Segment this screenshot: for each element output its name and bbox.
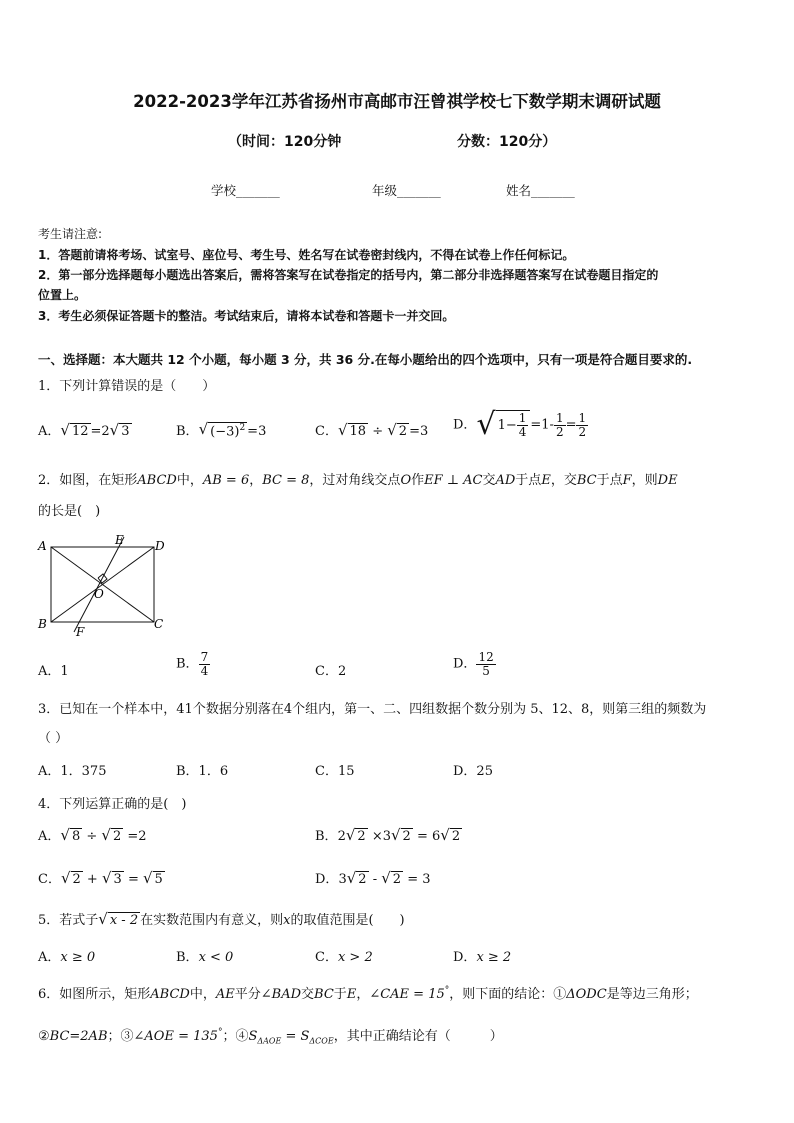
q2-option-a[interactable]: A．1 <box>38 664 69 679</box>
notice-item: 位置上。 <box>38 288 87 302</box>
q1-option-a[interactable]: A． √ 12 =2 √ 3 <box>38 420 130 439</box>
label-a: A <box>38 539 47 553</box>
q1-option-d[interactable]: D． √ 1− $\frac{1}{4}$ =1- $\frac{1}{2}$ = $\frac{1}{2}$ <box>453 407 587 442</box>
label-d: D <box>155 539 165 553</box>
notice-item: 3．考生必须保证答题卡的整洁。考试结束后，请将本试卷和答题卡一并交回。 <box>38 309 455 323</box>
notice-heading: 考生请注意: <box>38 227 103 241</box>
q5-option-b[interactable]: B．x < 0 <box>176 950 234 965</box>
school-field[interactable]: 学校_______ <box>211 183 280 198</box>
label-e: E <box>115 533 124 547</box>
question-6-stem: 6．如图所示，矩形ABCD中，AE平分∠BAD交BC于E，∠CAE = 15°，则下面的结论：①ΔODC是等边三角形； <box>38 985 698 1002</box>
q3-option-b[interactable]: B．1．6 <box>176 764 229 779</box>
notice-item: 2．第一部分选择题每小题选出答案后，需将答案写在试卷指定的括号内，第二部分非选择题答案写在试卷题目指定的 <box>38 268 659 282</box>
name-field[interactable]: 姓名_______ <box>506 183 575 198</box>
line-ef <box>74 537 124 632</box>
q5-option-a[interactable]: A．x ≥ 0 <box>38 950 96 965</box>
question-4-stem: 4．下列运算正确的是( ) <box>38 797 187 812</box>
exam-time: （时间：120分钟 <box>228 134 342 150</box>
q3-option-d[interactable]: D．25 <box>453 764 493 779</box>
page-title: 2022-2023学年江苏省扬州市高邮市汪曾祺学校七下数学期末调研试题 <box>133 92 661 111</box>
question-2-stem: 2．如图，在矩形ABCD中，AB = 6，BC = 8，过对角线交点O作EF ⊥ AC交AD于点E，交BC于点F，则DE <box>38 473 678 488</box>
label-c: C <box>154 617 164 631</box>
q2-option-b[interactable]: B． $\frac{7}{4}$ <box>176 650 209 678</box>
question-1-stem: 1．下列计算错误的是（ ） <box>38 379 216 394</box>
q1-option-b[interactable]: B． √ $(-3)^2$ =3 <box>176 420 267 440</box>
label-o: O <box>94 587 104 601</box>
q3-option-c[interactable]: C．15 <box>315 764 355 779</box>
q2-option-d[interactable]: D． $\frac{12}{5}$ <box>453 650 494 678</box>
question-2-stem-line2: 的长是( ) <box>38 504 101 519</box>
q5-option-d[interactable]: D．x ≥ 2 <box>453 950 512 965</box>
notice-item: 1．答题前请将考场、试室号、座位号、考生号、姓名写在试卷密封线内，不得在试卷上作任何标记。 <box>38 248 575 262</box>
q4-option-a[interactable]: A． √ 8 ÷ √ 2 =2 <box>38 825 147 844</box>
q4-option-d[interactable]: D．3 √ 2 - √ 2 = 3 <box>315 868 431 887</box>
label-f: F <box>76 625 85 639</box>
q1-option-c[interactable]: C． √ 18 ÷ √ 2 =3 <box>315 420 429 439</box>
q5-option-c[interactable]: C．x > 2 <box>315 950 373 965</box>
question-3-stem: 3．已知在一个样本中，41个数据分别落在4个组内，第一、二、四组数据个数分别为 5、12、8，则第三组的频数为 <box>38 702 707 717</box>
rectangle-figure-q2 <box>34 530 174 640</box>
q4-option-c[interactable]: C． √ 2 + √ 3 = √ 5 <box>38 868 163 887</box>
q4-option-b[interactable]: B．2 √ 2 ×3 √ 2 = 6 √ 2 <box>315 825 461 844</box>
grade-field[interactable]: 年级_______ <box>372 183 441 198</box>
label-b: B <box>38 617 47 631</box>
question-6-stem-line2: ②BC=2AB；③∠AOE = 135°；$④S_{\Delta AOE} = S_{\Delta COE}$，其中正确结论有（ ） <box>38 1027 503 1046</box>
q2-option-c[interactable]: C．2 <box>315 664 347 679</box>
q3-option-a[interactable]: A．1．375 <box>38 764 107 779</box>
exam-score: 分数：120分） <box>457 134 557 150</box>
question-3-stem-line2: （ ） <box>38 731 69 746</box>
question-5-stem: 5．若式子 √ x - 2 在实数范围内有意义，则x的取值范围是( ) <box>38 909 405 928</box>
section-heading: 一、选择题：本大题共 12 个小题，每小题 3 分，共 36 分.在每小题给出的四个选项中，只有一项是符合题目要求的. <box>38 352 693 367</box>
